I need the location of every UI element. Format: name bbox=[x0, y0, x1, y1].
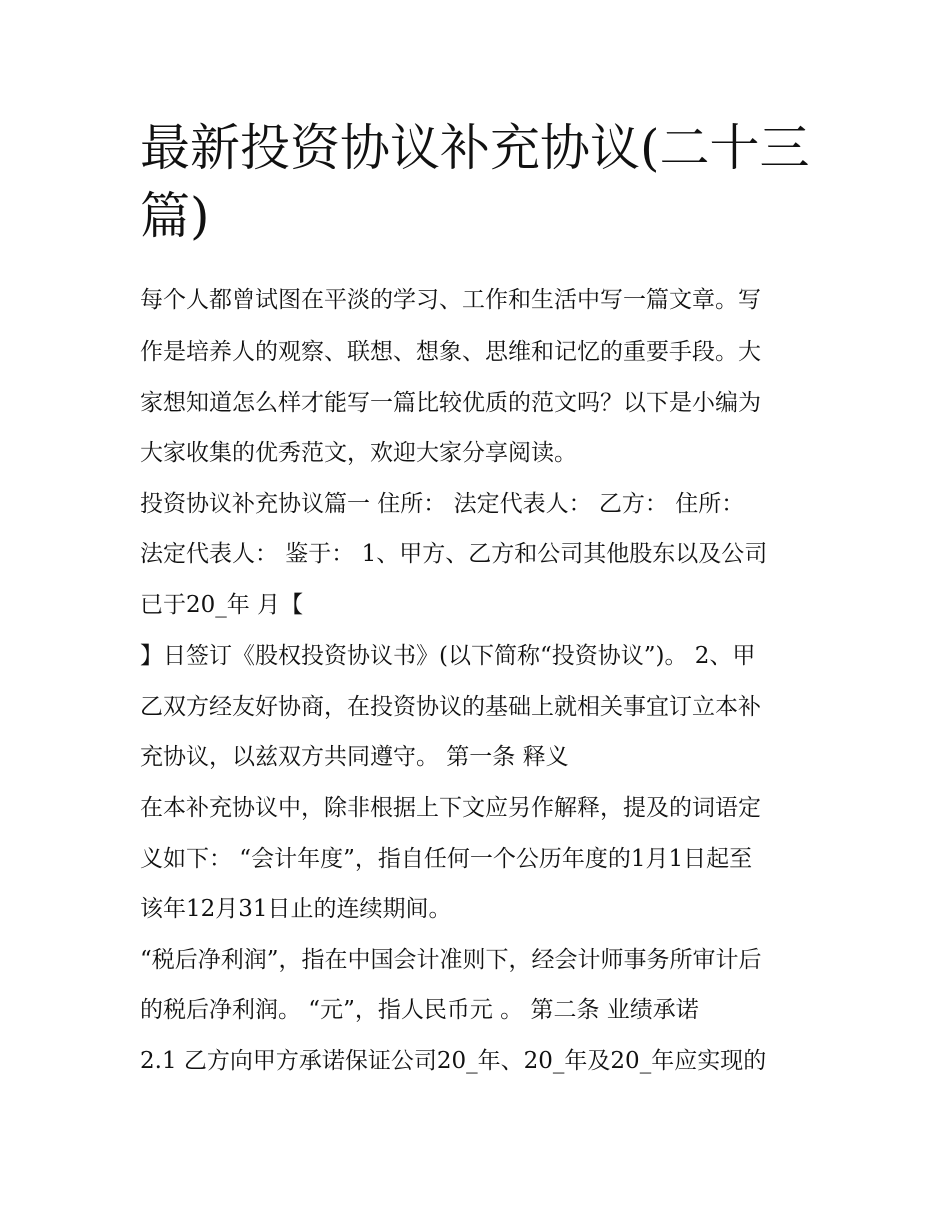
title-line-1: 最新投资协议补充协议(二十三 bbox=[140, 119, 810, 177]
body-line: 大家收集的优秀范文，欢迎大家分享阅读。 bbox=[140, 440, 577, 466]
body-line: 该年12月31日止的连续期间。 bbox=[140, 896, 452, 922]
body-line: 充协议，以兹双方共同遵守。 第一条 释义 bbox=[140, 744, 569, 770]
body-line: 义如下： “会计年度”，指自任何一个公历年度的1月1日起至 bbox=[140, 846, 753, 872]
body-line: 投资协议补充协议篇一 住所： 法定代表人： 乙方： 住所： bbox=[140, 491, 745, 517]
body-line: 每个人都曾试图在平淡的学习、工作和生活中写一篇文章。写 bbox=[140, 287, 761, 313]
title-line-2: 篇) bbox=[140, 187, 210, 245]
body-line: 法定代表人： 鉴于： 1、甲方、乙方和公司其他股东以及公司 bbox=[140, 541, 768, 567]
document-title bbox=[140, 114, 820, 250]
body-line: “税后净利润”，指在中国会计准则下，经会计师事务所审计后 bbox=[140, 947, 762, 973]
body-line: 作是培养人的观察、联想、想象、思维和记忆的重要手段。大 bbox=[140, 339, 761, 365]
body-line: 2.1 乙方向甲方承诺保证公司20_年、20_年及20_年应实现的 bbox=[140, 1048, 767, 1074]
body-line: 已于20_年 月【 bbox=[140, 592, 304, 618]
body-line: 在本补充协议中，除非根据上下文应另作解释，提及的词语定 bbox=[140, 795, 761, 821]
body-line: 】日签订《股权投资协议书》(以下简称“投资协议”)。 2、甲 bbox=[140, 643, 756, 669]
body-line: 乙双方经友好协商，在投资协议的基础上就相关事宜订立本补 bbox=[140, 694, 761, 720]
body-line: 的税后净利润。 “元”，指人民币元 。 第二条 业绩承诺 bbox=[140, 997, 699, 1023]
body-line: 家想知道怎么样才能写一篇比较优质的范文吗？以下是小编为 bbox=[140, 390, 761, 416]
